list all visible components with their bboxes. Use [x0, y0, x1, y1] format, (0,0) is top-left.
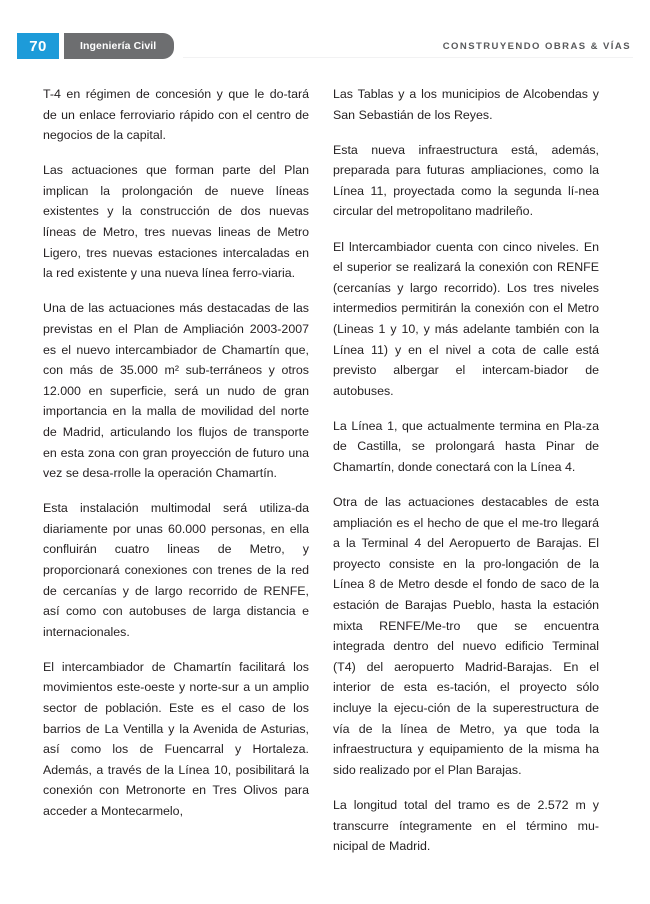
- paragraph: El intercambiador de Chamartín facilitará los movimientos este-oeste y norte-sur a un amplio sector de población. Este es el caso de los barrios de La Ventilla y la Avenida de Asturias, así como los de Fuencarral y Hortaleza. Además, a través de la Línea 10, posibilitará la conexión con Metronorte en Tres Olivos para acceder a Montecarmelo,: [43, 659, 309, 818]
- header-divider-rule: [183, 57, 633, 58]
- right-text-column: [333, 84, 599, 857]
- section-name-badge: Ingeniería Civil: [64, 33, 174, 59]
- paragraph: Una de las actuaciones más destacadas de las previstas en el Plan de Ampliación 2003-2007 es el nuevo intercambiador de Chamartín que, con más de 35.000 m² sub-terráneos y otros 12.000 en superficie, será un nudo de gran importancia en la malla de movilidad del norte de Madrid, articulando los flujos de transporte en esta zona con gran proyección de futuro una vez se desa-rrolle la operación Chamartín.: [43, 301, 309, 481]
- paragraph: Esta instalación multimodal será utiliza-da diariamente por unas 60.000 personas, en ella confluirán cuatro lineas de Metro, y proporcionará conexiones con trenes de la red de cercanías y de largo recorrido de RENFE, así como con autobuses de larga distancia e internacionales.: [43, 501, 309, 639]
- header-spacer: [174, 33, 442, 59]
- page-running-header: [0, 33, 650, 59]
- paragraph: Esta nueva infraestructura está, además, preparada para futuras ampliaciones, como la Línea 11, proyectada como la segunda lí-nea circular del metropolitano madrileño.: [333, 142, 599, 219]
- running-title: CONSTRUYENDO OBRAS & VÍAS: [442, 40, 631, 52]
- paragraph: El lntercambiador cuenta con cinco niveles. En el superior se realizará la conexión con RENFE (cercanías y largo recorrido). Los tres niveles intermedios permitirán la conexión con el Metro (Lineas 1 y 10, y más adelante también con la Línea 11) y en el nivel a cota de calle está previsto albergar el intercam-biador de autobuses.: [333, 239, 599, 398]
- body-columns: [0, 84, 650, 857]
- paragraph: Las Tablas y a los municipios de Alcobendas y San Sebastián de los Reyes.: [333, 87, 599, 122]
- paragraph: Otra de las actuaciones destacables de esta ampliación es el hecho de que el me-tro llegará a la Terminal 4 del Aeropuerto de Barajas. El proyecto consiste en la pro-longación de la Línea 8 de Metro desde el fondo de saco de la estación de Barajas Pueblo, hasta la estación mixta RENFE/Me-tro que se encuentra integrada dentro del nuevo edificio Terminal (T4) del aeropuerto Madrid-Barajas. En el interior de esta es-tación, el proyecto sólo incluye la ejecu-ción de la superestructura de vía de la línea de Metro, ya que toda la infraestructura y equipamiento de la misma ha sido realizado por el Plan Barajas.: [333, 495, 599, 777]
- paragraph: Las actuaciones que forman parte del Plan implican la prolongación de nueve líneas existentes y la construcción de dos nuevas líneas de Metro, tres nuevas lineas de Metro Ligero, tres nuevas estaciones intercaladas en la red existente y una nueva línea ferro-viaria.: [43, 163, 309, 281]
- paragraph: La Línea 1, que actualmente termina en Pla-za de Castilla, se prolongará hasta Pinar de Chamartín, donde conectará con la Línea 4.: [333, 418, 599, 474]
- paragraph: La longitud total del tramo es de 2.572 m y transcurre íntegramente en el término mu-nicipal de Madrid.: [333, 797, 599, 854]
- page-number-badge: 70: [17, 33, 59, 59]
- paragraph: T-4 en régimen de concesión y que le do-tará de un enlace ferroviario rápido con el centro de negocios de la capital.: [43, 87, 309, 143]
- left-text-column: [43, 84, 309, 857]
